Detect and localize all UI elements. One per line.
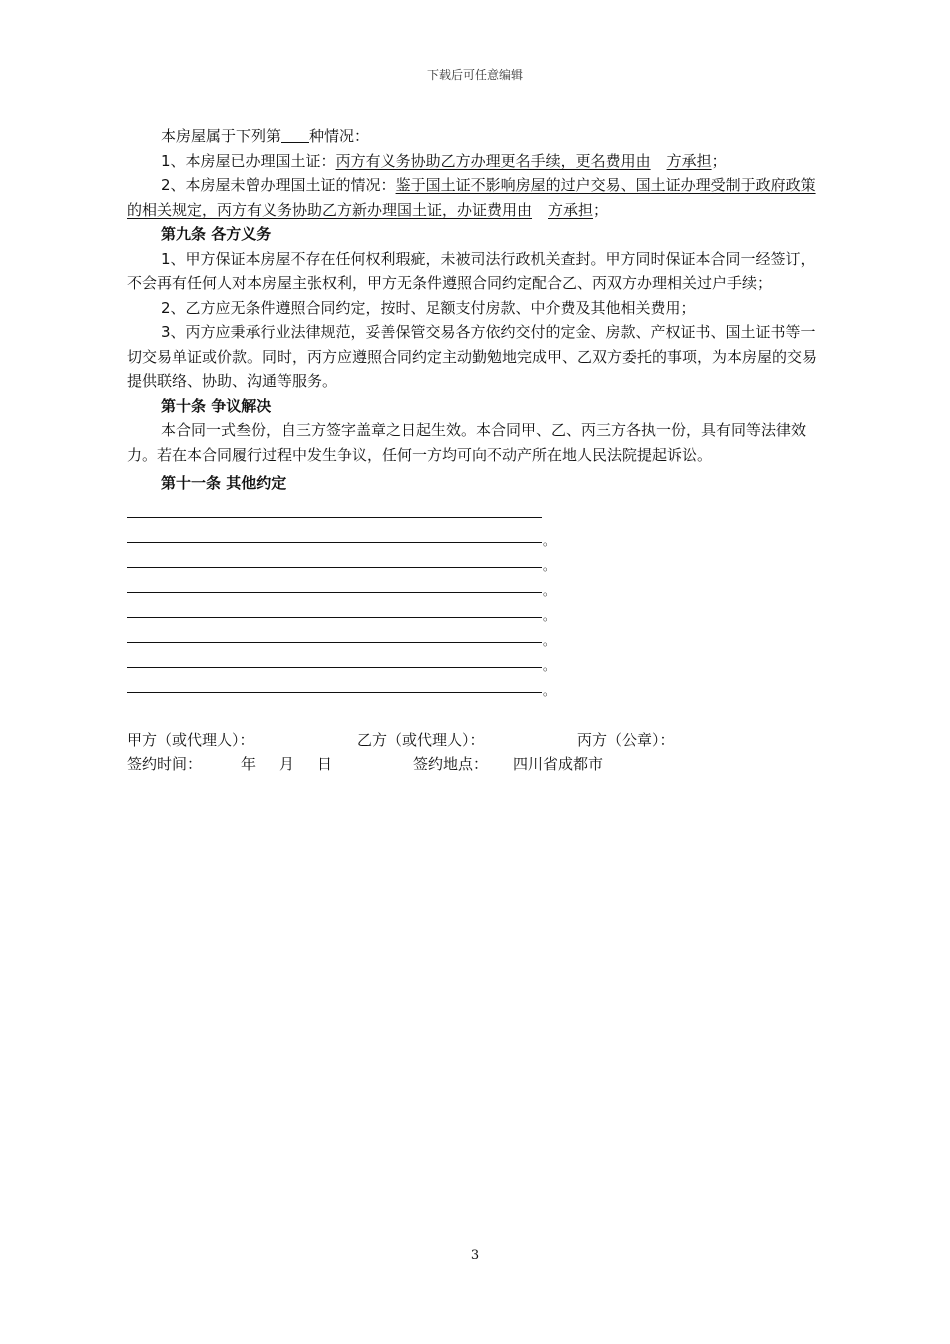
date-month: 月 xyxy=(279,754,295,773)
article-10-heading: 第十条 争议解决 xyxy=(161,396,272,415)
blank-line: 。 xyxy=(127,575,817,600)
signature-parties-row xyxy=(127,728,817,752)
situation-item-1-underlined: 丙方有义务协助乙方办理更名手续，更名费用由 方承担 xyxy=(335,151,712,170)
blank-line: 。 xyxy=(127,550,817,575)
signature-block xyxy=(127,728,817,776)
situation-item-1: 1、本房屋已办理国土证：丙方有义务协助乙方办理更名手续，更名费用由 方承担； xyxy=(161,151,727,170)
blank-line: 。 xyxy=(127,625,817,650)
situation-item-2-underlined: 鉴于国土证不影响房屋的过户交易、国土证办理受制于政府政策的相关规定，丙方有义务协助乙方新办理国土证，办证费用由 方承担 xyxy=(127,176,816,219)
situation-intro: 本房屋属于下列第 种情况： xyxy=(161,127,370,145)
page-header-note: 下载后可任意编辑 xyxy=(426,68,523,82)
date-year: 年 xyxy=(241,754,257,773)
place-label: 签约地点： xyxy=(413,754,489,773)
blank-line: 。 xyxy=(127,650,817,675)
article-9-item-3: 3、丙方应秉承行业法律规范，妥善保管交易各方依约交付的定金、房款、产权证书、国土证书等一切交易单证或价款。同时，丙方应遵照合同约定主动勤勉地完成甲、乙双方委托的事项，为本房屋的交易提供联络、协助、沟通等服务。 xyxy=(127,323,818,390)
place-value: 四川省成都市 xyxy=(513,754,604,773)
page-number: 3 xyxy=(470,1248,480,1263)
blank-line: 。 xyxy=(127,600,817,625)
article-11-heading: 第十一条 其他约定 xyxy=(161,474,287,492)
date-label: 签约时间： xyxy=(127,754,203,773)
signature-date-row xyxy=(127,752,817,776)
date-day: 日 xyxy=(317,754,333,773)
party-b-label: 乙方（或代理人）： xyxy=(357,730,485,749)
blank-line xyxy=(127,500,817,525)
party-a-label: 甲方（或代理人）： xyxy=(127,730,255,749)
situation-blank xyxy=(281,126,309,143)
blank-line: 。 xyxy=(127,525,817,550)
article-9-item-1: 1、甲方保证本房屋不存在任何权利瑕疵，未被司法行政机关查封。甲方同时保证本合同一经签订，不会再有任何人对本房屋主张权利，甲方无条件遵照合同约定配合乙、丙双方办理相关过户手续； xyxy=(127,249,816,292)
article-9-item-2: 2、乙方应无条件遵照合同约定，按时、足额支付房款、中介费及其他相关费用； xyxy=(161,298,696,317)
situation-item-2: 2、本房屋未曾办理国土证的情况：鉴于国土证不影响房屋的过户交易、国土证办理受制于政府政策的相关规定，丙方有义务协助乙方新办理国土证，办证费用由 方承担； xyxy=(127,176,816,219)
other-terms-lines xyxy=(127,500,817,700)
party-c-label: 丙方（公章）： xyxy=(577,730,675,749)
contract-body xyxy=(127,124,817,776)
blank-line: 。 xyxy=(127,675,817,700)
article-9-heading: 第九条 各方义务 xyxy=(161,225,272,243)
article-10-text: 本合同一式叁份，自三方签字盖章之日起生效。本合同甲、乙、丙三方各执一份，具有同等法律效力。若在本合同履行过程中发生争议，任何一方均可向不动产所在地人民法院提起诉讼。 xyxy=(127,421,807,464)
